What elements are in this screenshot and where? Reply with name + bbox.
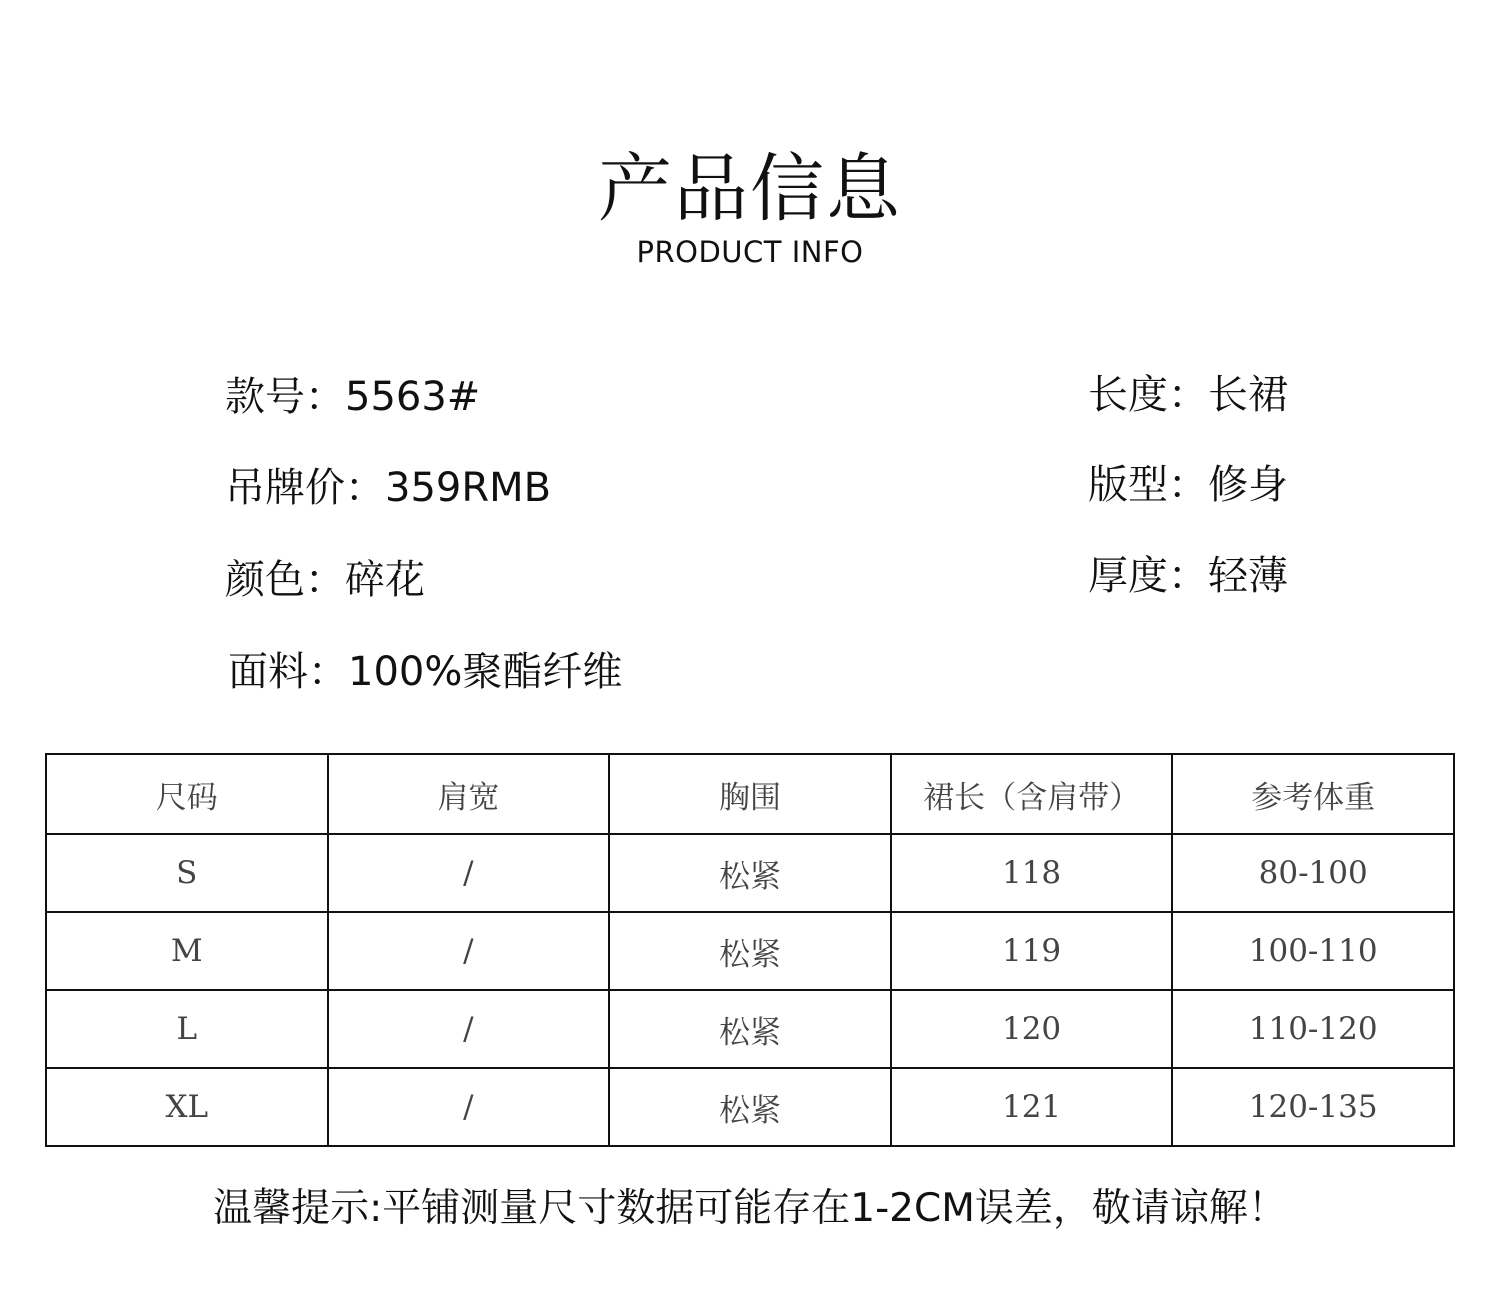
cell-skirt-length: 119 — [891, 912, 1173, 990]
page-subtitle: PRODUCT INFO — [636, 235, 864, 269]
size-table — [45, 753, 1455, 1147]
table-header-row — [46, 754, 1454, 834]
cell-skirt-length: 120 — [891, 990, 1173, 1068]
table-row — [46, 1068, 1454, 1146]
header-shoulder: 肩宽 — [328, 754, 610, 834]
cell-weight: 120-135 — [1172, 1068, 1454, 1146]
cell-size: L — [46, 990, 328, 1068]
cell-weight: 110-120 — [1172, 990, 1454, 1068]
info-style-number: 款号：5563# — [225, 374, 481, 420]
cell-bust: 松紧 — [609, 1068, 891, 1146]
cell-shoulder: / — [328, 990, 610, 1068]
info-thickness: 厚度：轻薄 — [1088, 553, 1288, 599]
info-fit: 版型：修身 — [1088, 462, 1288, 508]
header-bust: 胸围 — [609, 754, 891, 834]
cell-size: S — [46, 834, 328, 912]
header-skirt-length: 裙长（含肩带） — [891, 754, 1173, 834]
cell-skirt-length: 118 — [891, 834, 1173, 912]
cell-weight: 80-100 — [1172, 834, 1454, 912]
cell-shoulder: / — [328, 1068, 610, 1146]
cell-skirt-length: 121 — [891, 1068, 1173, 1146]
info-fabric: 面料：100%聚酯纤维 — [228, 649, 623, 695]
page-title: 产品信息 — [598, 146, 902, 232]
cell-size: XL — [46, 1068, 328, 1146]
cell-weight: 100-110 — [1172, 912, 1454, 990]
cell-size: M — [46, 912, 328, 990]
measurement-note: 温馨提示:平铺测量尺寸数据可能存在1-2CM误差，敬请谅解！ — [213, 1186, 1287, 1231]
info-length: 长度：长裙 — [1088, 372, 1288, 418]
header-size: 尺码 — [46, 754, 328, 834]
cell-bust: 松紧 — [609, 990, 891, 1068]
cell-bust: 松紧 — [609, 912, 891, 990]
table-row — [46, 990, 1454, 1068]
info-color: 颜色：碎花 — [225, 557, 425, 603]
cell-shoulder: / — [328, 912, 610, 990]
cell-bust: 松紧 — [609, 834, 891, 912]
table-row — [46, 912, 1454, 990]
cell-shoulder: / — [328, 834, 610, 912]
table-row — [46, 834, 1454, 912]
header-weight: 参考体重 — [1172, 754, 1454, 834]
info-tag-price: 吊牌价：359RMB — [225, 465, 552, 511]
